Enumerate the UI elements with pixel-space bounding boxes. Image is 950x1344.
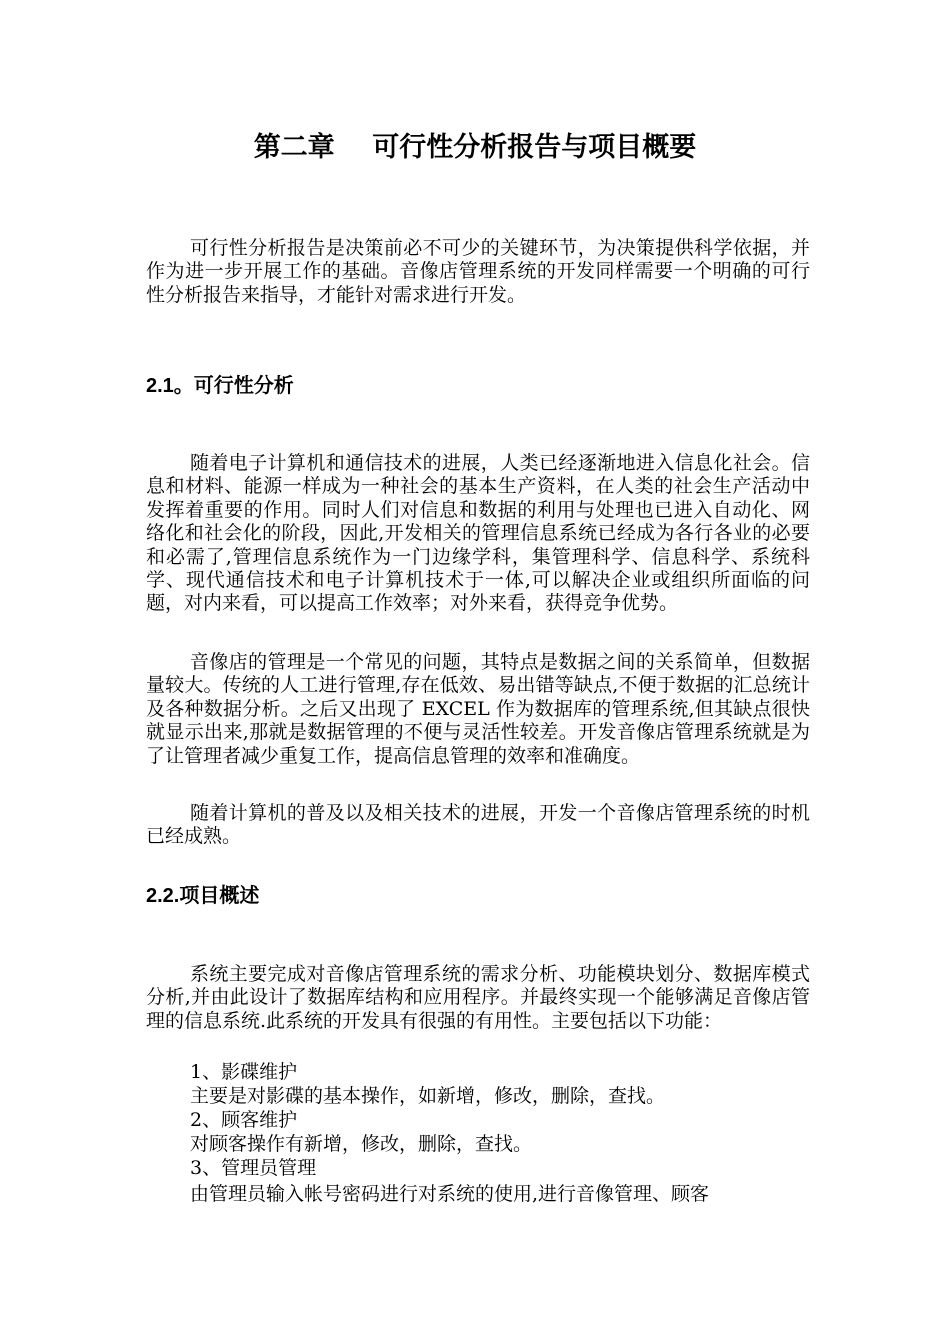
- feasibility-paragraph-2: 音像店的管理是一个常见的问题，其特点是数据之间的关系简单，但数据量较大。传统的人工进行管理,存在低效、易出错等缺点,不便于数据的汇总统计及各种数据分析。之后又出现了 EXCEL 作为数据库的管理系统,但其缺点很快就显示出来,那就是数据管理的不便与灵活性较差。开发音像店管理系统就是为了让管理者减少重复工作，提高信息管理的效率和准确度。: [146, 651, 810, 767]
- feasibility-paragraph-1: 随着电子计算机和通信技术的进展，人类已经逐渐地进入信息化社会。信息和材料、能源一样成为一种社会的基本生产资料，在人类的社会生产活动中发挥着重要的作用。同时人们对信息和数据的利用与处理也已进入自动化、网络化和社会化的阶段，因此,开发相关的管理信息系统已经成为各行各业的必要和必需了,管理信息系统作为一门边缘学科，集管理科学、信息科学、系统科学、现代通信技术和电子计算机技术于一体,可以解决企业或组织所面临的问题，对内来看，可以提高工作效率；对外来看，获得竞争优势。: [146, 452, 810, 615]
- feature-desc-admin-management: 由管理员输入帐号密码进行对系统的使用,进行音像管理、顾客: [190, 1183, 710, 1205]
- section-heading-feasibility: 2.1。可行性分析: [146, 375, 294, 397]
- chapter-title: 第二章 可行性分析报告与项目概要: [253, 132, 697, 163]
- feature-title-admin-management: 3、管理员管理: [190, 1157, 317, 1179]
- feature-desc-customer-maintenance: 对顾客操作有新增，修改，删除，查找。: [190, 1133, 533, 1155]
- intro-paragraph: 可行性分析报告是决策前必不可少的关键环节，为决策提供科学依据，并作为进一步开展工作的基础。音像店管理系统的开发同样需要一个明确的可行性分析报告来指导，才能针对需求进行开发。: [146, 237, 810, 306]
- feature-title-disc-maintenance: 1、影碟维护: [190, 1061, 298, 1083]
- feature-desc-disc-maintenance: 主要是对影碟的基本操作，如新增，修改，删除，查找。: [190, 1085, 666, 1107]
- section-heading-overview: 2.2.项目概述: [146, 885, 260, 907]
- feature-title-customer-maintenance: 2、顾客维护: [190, 1109, 298, 1131]
- overview-paragraph: 系统主要完成对音像店管理系统的需求分析、功能模块划分、数据库模式分析,并由此设计了数据库结构和应用程序。并最终实现一个能够满足音像店管理的信息系统.此系统的开发具有很强的有用性。主要包括以下功能：: [146, 963, 810, 1032]
- feasibility-paragraph-3: 随着计算机的普及以及相关技术的进展，开发一个音像店管理系统的时机已经成熟。: [146, 802, 810, 848]
